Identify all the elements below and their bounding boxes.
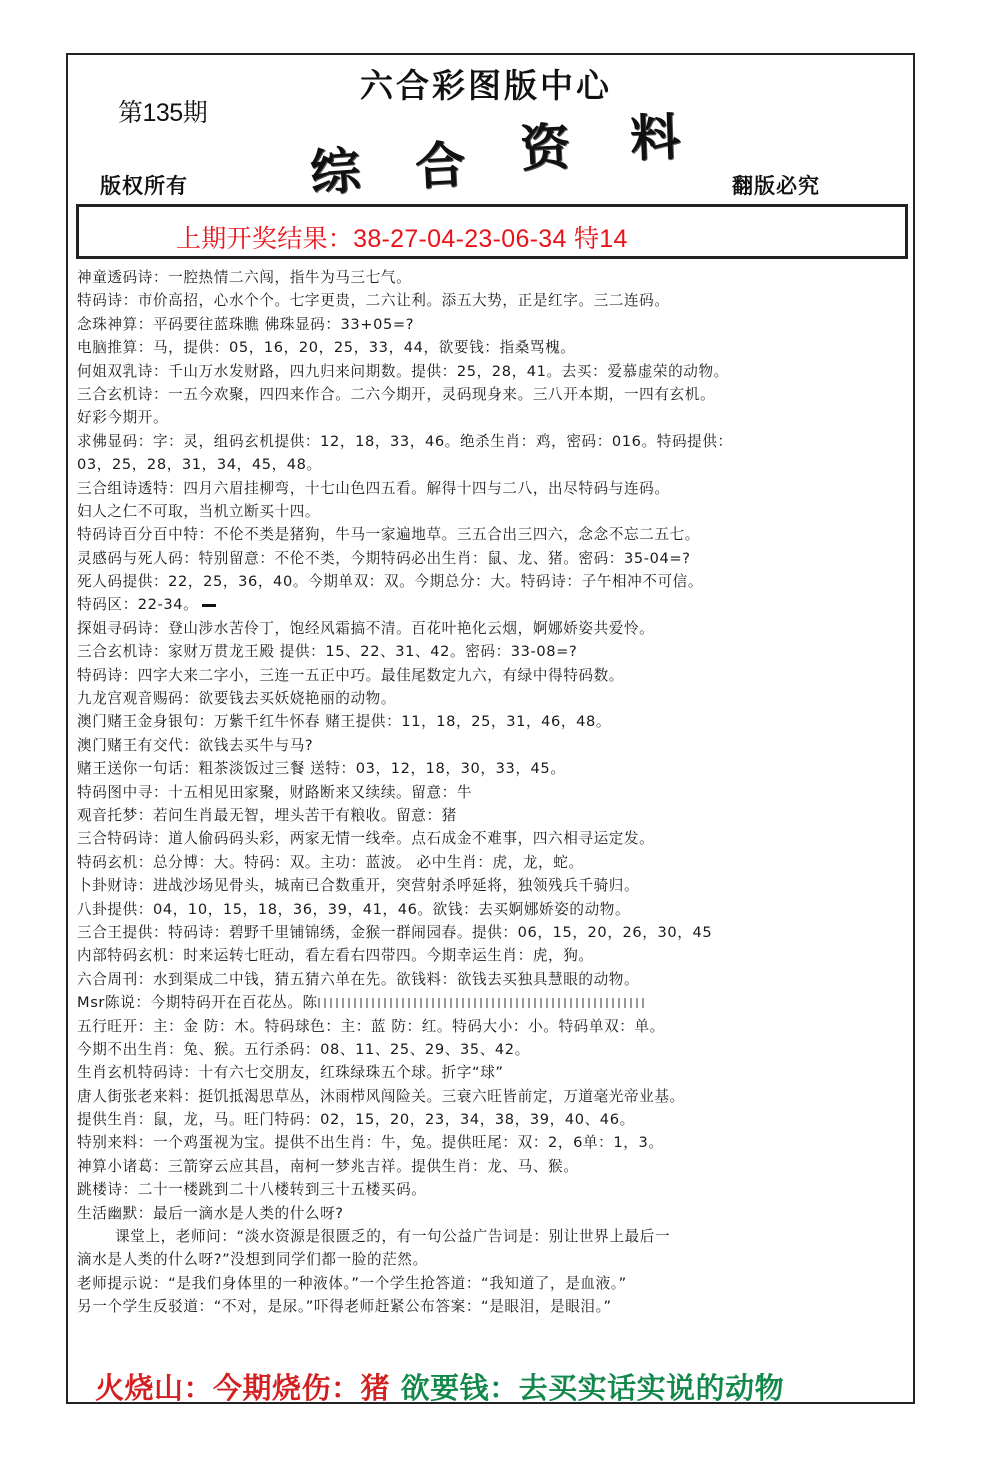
content-line-text: 三合玄机诗：家财万贯龙王殿 提供：15、22、31、42。密码：33-08=?	[77, 643, 578, 661]
content-lines	[77, 266, 912, 1319]
last-result	[176, 219, 628, 255]
content-line-text: 三合玄机诗：一五今欢聚，四四来作合。二六今期开，灵码现身来。三八开本期，一四有玄机。	[77, 385, 716, 403]
content-line-text: 提供生肖：鼠，龙，马。旺门特码：02，15，20，23，34，38，39，40、46。	[77, 1111, 635, 1129]
content-line	[77, 336, 912, 359]
content-line	[77, 781, 912, 804]
content-line-text: 课堂上，老师问：“淡水资源是很匮乏的，有一句公益广告词是：别让世界上最后一	[115, 1228, 671, 1246]
content-line-text: 赌王送你一句话：粗茶淡饭过三餐 送特：03，12，18，30，33，45。	[77, 760, 566, 778]
content-line	[77, 1248, 912, 1271]
content-line	[77, 313, 912, 336]
footer-banner	[95, 1366, 784, 1407]
content-line-text: 三合组诗透特：四月六眉挂柳弯，十七山色四五看。解得十四与二八，出尽特码与连码。	[77, 479, 670, 497]
content-line-text: 澳门赌王有交代：欲钱去买牛与马?	[77, 736, 314, 754]
content-line	[77, 968, 912, 991]
content-line	[77, 664, 912, 687]
last-result-numbers: 38-27-04-23-06-34	[353, 225, 567, 253]
content-line	[77, 1295, 912, 1318]
content-line-text: 老师提示说：“是我们身体里的一种液体。”一个学生抢答道：“我知道了，是血液。”	[77, 1274, 627, 1292]
content-line-text: 03，25，28，31，34，45，48。	[77, 456, 322, 474]
content-line-text: 生活幽默：最后一滴水是人类的什么呀?	[77, 1204, 344, 1222]
content-line-text: 探姐寻码诗：登山涉水苦伶丁，饱经风霜搞不清。百花叶艳化云烟，婀娜娇姿共爱怜。	[77, 619, 655, 637]
content-line-text: 求佛显码：字：灵，组码玄机提供：12，18，33，46。绝杀生肖：鸡，密码：016。特码提供：	[77, 432, 733, 450]
content-line-text: 澳门赌王金身银句：万紫千红牛怀春 赌王提供：11，18，25，31，46，48。	[77, 713, 612, 731]
content-line	[77, 453, 912, 476]
garbled-text-strip	[318, 998, 648, 1008]
content-line	[77, 757, 912, 780]
content-line-text: 内部特码玄机：时来运转七旺动，看左看右四带四。今期幸运生肖：虎，狗。	[77, 947, 594, 965]
publisher-title: 六合彩图版中心	[360, 66, 612, 105]
content-line	[77, 289, 912, 312]
big-title-char-3: 资	[518, 116, 572, 179]
content-line	[77, 266, 912, 289]
content-line-text: 唐人街张老来料：挺饥抵渴思草丛，沐雨栉风闯险关。三衰六旺皆前定，万道毫光帝业基。	[77, 1087, 685, 1105]
content-line-text: 好彩今期开。	[77, 409, 169, 427]
content-line	[77, 827, 912, 850]
big-title-char-4: 料	[629, 107, 682, 168]
content-line	[77, 804, 912, 827]
content-line-text: 滴水是人类的什么呀?”没想到同学们都一脸的茫然。	[77, 1251, 428, 1269]
piracy-warning-label: 翻版必究	[732, 173, 820, 198]
content-line	[77, 593, 912, 616]
content-line	[77, 851, 912, 874]
content-line-text: 三合特码诗：道人偷码码头彩，两家无情一线牵。点石成金不难事，四六相寻运定发。	[77, 830, 655, 848]
content-line	[77, 1178, 912, 1201]
content-line	[77, 1061, 912, 1084]
content-line-text: 何姐双乳诗：千山万水发财路，四九归来问期数。提供：25，28，41。去买：爱慕虚荣的动物。	[77, 362, 729, 380]
content-line-text: 死人码提供：22，25，36，40。今期单双：双。今期总分：大。特码诗：子午相冲不可信。	[77, 573, 704, 591]
content-line	[77, 1108, 912, 1131]
content-line	[77, 1085, 912, 1108]
content-line	[77, 874, 912, 897]
content-line-text: 八卦提供：04，10，15，18，36，39，41，46。欲钱：去买婀娜娇姿的动物。	[77, 900, 631, 918]
content-line	[77, 617, 912, 640]
content-line	[77, 991, 912, 1014]
content-line-text: 观音托梦：若问生肖最无智，埋头苦干有粮收。留意：猪	[77, 806, 457, 824]
footer-red-text: 火烧山：今期烧伤：猪	[95, 1371, 391, 1405]
content-line	[77, 430, 912, 453]
last-result-special: 特14	[573, 225, 628, 253]
content-line	[77, 570, 912, 593]
content-line	[77, 898, 912, 921]
content-line-text: 电脑推算：马，提供：05，16，20，25，33，44，欲要钱：指桑骂槐。	[77, 339, 576, 357]
content-line	[77, 360, 912, 383]
content-line	[77, 500, 912, 523]
content-line	[77, 687, 912, 710]
content-line	[77, 1202, 912, 1225]
content-line	[77, 383, 912, 406]
content-line	[77, 1131, 912, 1154]
big-title-char-2: 合	[413, 134, 467, 197]
content-line	[77, 1155, 912, 1178]
content-line-text: 灵感码与死人码：特别留意：不伦不类，今期特码必出生肖：鼠、龙、猪。密码：35-04=?	[77, 549, 691, 567]
content-line-text: 六合周刊：水到渠成二中钱，猜五猜六单在先。欲钱料：欲钱去买独具慧眼的动物。	[77, 970, 640, 988]
dash-mark	[202, 604, 216, 607]
content-line-text: 特码玄机：总分博：大。特码：双。主功：蓝波。 必中生肖：虎，龙，蛇。	[77, 853, 584, 871]
footer-green-text: 欲要钱：去买实话实说的动物	[400, 1371, 785, 1405]
content-line-text: 生肖玄机特码诗：十有六七交朋友，红珠绿珠五个球。折字“球”	[77, 1064, 504, 1082]
content-line	[77, 640, 912, 663]
content-line-text: 九龙宫观音赐码：欲要钱去买妖娆艳丽的动物。	[77, 690, 397, 708]
content-line	[77, 1015, 912, 1038]
content-line	[77, 1038, 912, 1061]
content-line-text: 跳楼诗：二十一楼跳到二十八楼转到三十五楼买码。	[77, 1181, 427, 1199]
issue-number: 第135期	[118, 99, 208, 127]
content-line-text: 三合王提供：特码诗：碧野千里铺锦绣，金猴一群闹园春。提供：06，15，20，26，30，45	[77, 923, 713, 941]
content-line	[77, 921, 912, 944]
copyright-label: 版权所有	[100, 173, 188, 198]
content-line-text: 特码诗百分百中特：不伦不类是猪狗，牛马一家遍地草。三五合出三四六，念念不忘二五七。	[77, 526, 700, 544]
big-title-char-1: 综	[308, 140, 363, 203]
content-line-text: 特码诗：市价高招，心水个个。七字更贵，二六让利。添五大势，正是红字。三二连码。	[77, 292, 670, 310]
content-line-text: 神算小诸葛：三箭穿云应其昌，南柯一梦兆吉祥。提供生肖：龙、马、猴。	[77, 1157, 579, 1175]
content-line	[77, 523, 912, 546]
content-line-text: 特码诗：四字大来二字小，三连一五正中巧。最佳尾数定九六，有绿中得特码数。	[77, 666, 624, 684]
content-line-text: Msr陈说：今期特码开在百花丛。陈	[77, 994, 318, 1012]
content-line-text: 另一个学生反驳道：“不对，是尿。”吓得老师赶紧公布答案：“是眼泪，是眼泪。”	[77, 1298, 612, 1316]
content-line	[77, 477, 912, 500]
content-line	[77, 710, 912, 733]
content-line-text: 五行旺开：主：金 防：木。特码球色：主：蓝 防：红。特码大小：小。特码单双：单。	[77, 1017, 665, 1035]
content-line	[77, 1225, 912, 1248]
content-line	[77, 944, 912, 967]
last-result-label: 上期开奖结果：	[176, 225, 354, 253]
content-line-text: 特别来料：一个鸡蛋视为宝。提供不出生肖：牛，兔。提供旺尾：双：2，6单：1，3。	[77, 1134, 664, 1152]
content-line-text: 神童透码诗：一腔热情二六闯，指牛为马三七气。	[77, 269, 412, 286]
content-line	[77, 1272, 912, 1295]
content-line	[77, 734, 912, 757]
content-line	[77, 547, 912, 570]
content-line-text: 特码区：22-34。	[77, 596, 199, 614]
content-line-text: 念珠神算：平码要往蓝珠瞧 佛珠显码：33+05=?	[77, 315, 415, 333]
content-line-text: 妇人之仁不可取，当机立断买十四。	[77, 502, 321, 520]
content-line-text: 卜卦财诗：进战沙场见骨头，城南已合数重开，突营射杀呼延将，独领残兵千骑归。	[77, 877, 640, 895]
content-line	[77, 406, 912, 429]
content-line-text: 特码图中寻：十五相见田家聚，财路断来又续续。留意：牛	[77, 783, 473, 801]
content-line-text: 今期不出生肖：兔、猴。五行杀码：08、11、25、29、35、42。	[77, 1040, 530, 1058]
